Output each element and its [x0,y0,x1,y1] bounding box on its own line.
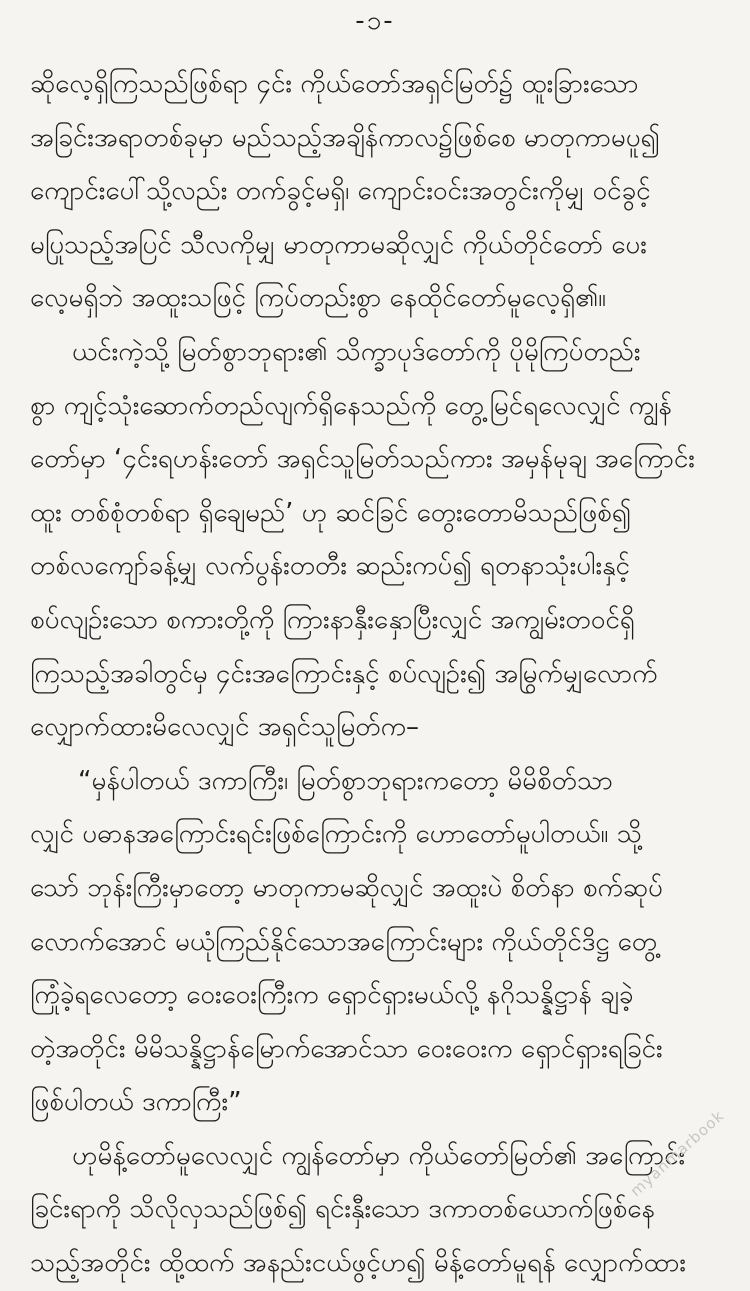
text-line: ဖြစ်ပါတယ် ဒကာကြီး” [30,1087,242,1118]
text-line: ကြုံခဲ့ရလေတော့ ဝေးဝေးကြီးက ရှောင်ရှားမယ်လို့ နဂိုသန္နိဋ္ဌာန် ချခဲ့ [30,980,634,1011]
text-line: ကြသည့်အခါတွင်မှ ၄င်းအကြောင်းနှင့် စပ်လျဉ်း၍ အမြွက်မျှလောက် [30,658,658,689]
page-number: -၁- [355,6,395,36]
quote-first-line: “မှန်ပါတယ် ဒကာကြီး၊ မြတ်စွာဘုရားကတော့ မိမိစိတ်သာ [78,765,613,796]
text-line: လေ့မရှိဘဲ အထူးသဖြင့် ကြပ်တည်းစွာ နေထိုင်တော်မူလေ့ရှိ၏။ [30,283,607,314]
text-line: သော် ဘုန်းကြီးမှာတော့ မာတုကာမဆိုလျှင် အထူးပဲ စိတ်နာ စက်ဆုပ် [30,872,663,903]
text-line: သည့်အတိုင်း ထို့ထက် အနည်းငယ်ဖွင့်ဟ၍ မိန့်တော်မူရန် လျှောက်ထား [30,1248,686,1279]
text-line: တဲ့အတိုင်း မိမိသန္နိဋ္ဌာန်မြောက်အောင်သာ ဝေးဝေးက ရှောင်ရှားရခြင်း [30,1033,663,1064]
text-line: လောက်အောင် မယုံကြည်နိုင်သောအကြောင်းများ ကိုယ်တိုင်ဒိဋ္ဌ တွေ့ [30,926,658,957]
text-line: ခြင်းရာကို သိလိုလှသည်ဖြစ်၍ ရင်းနှီးသော ဒကာတစ်ယောက်ဖြစ်နေ [30,1194,655,1225]
body-text [30,58,724,1291]
paragraph-first-line: ယင်းကဲ့သို့ မြတ်စွာဘုရား၏ သိက္ခာပုဒ်တော်ကို ပိုမိုကြပ်တည်း [72,336,641,367]
text-line: တော်မှာ ‘၄င်းရဟန်းတော် အရှင်သူမြတ်သည်ကား အမှန်မုချ အကြောင်း [30,444,695,475]
text-line: မပြုသည့်အပြင် သီလကိုမျှ မာတုကာမဆိုလျှင် ကိုယ်တိုင်တော် ပေး [30,229,647,260]
text-line: အခြင်းအရာတစ်ခုမှာ မည်သည့်အချိန်ကာလ၌ဖြစ်စေ မာတုကာမပူ၍ [30,122,660,153]
text-line: တစ်လကျော်ခန့်မျှ လက်ပွန်းတတီး ဆည်းကပ်၍ ရတနာသုံးပါးနှင့် [30,551,630,582]
text-line: ထူး တစ်စုံတစ်ရာ ရှိချေမည်’ ဟု ဆင်ခြင် တွေးတောမိသည်ဖြစ်၍ [30,497,632,528]
paragraph-first-line: ဟုမိန့်တော်မူလေလျှင် ကျွန်တော်မှာ ကိုယ်တော်မြတ်၏ အကြောင်း [72,1140,686,1171]
text-line: ကျောင်းပေါ်သို့လည်း တက်ခွင့်မရှိ၊ ကျောင်းဝင်းအတွင်းကိုမျှ ဝင်ခွင့် [30,176,651,207]
text-line: ဆိုလေ့ရှိကြသည်ဖြစ်ရာ ၄င်း ကိုယ်တော်အရှင်မြတ်၌ ထူးခြားသော [30,69,639,99]
text-line: လျှောက်ထားမိလေလျှင် အရှင်သူမြတ်က– [30,712,420,743]
text-line: လျှင် ပဓာနအကြောင်းရင်းဖြစ်ကြောင်းကို ဟောတော်မူပါတယ်။ သို့ [30,819,642,850]
text-line: စပ်လျဉ်းသော စကားတို့ကို ကြားနာနှီးနှောပြီးလျှင် အကျွမ်းတဝင်ရှိ [30,604,635,635]
text-line: စွာ ကျင့်သုံးဆောက်တည်လျက်ရှိနေသည်ကို တွေ့မြင်ရလေလျှင် ကျွန် [30,390,672,421]
watermark: myanmarbook [626,1106,728,1201]
